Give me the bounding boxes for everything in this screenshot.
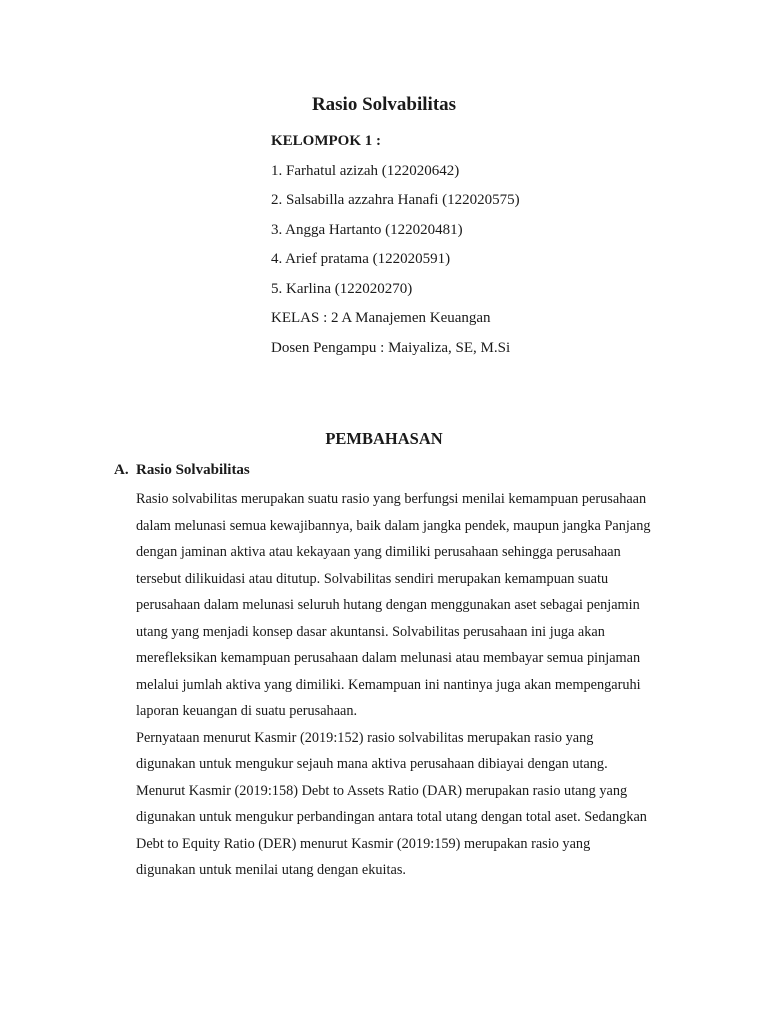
group-heading: KELOMPOK 1 : — [271, 133, 381, 149]
group-member: 3. Angga Hartanto (122020481) — [271, 221, 463, 238]
body-line: merefleksikan kemampuan perusahaan dalam melunasi atau membayar semua pinjaman — [136, 650, 641, 666]
body-line: tersebut dilikuidasi atau ditutup. Solvabilitas sendiri merupakan kemampuan suatu — [136, 570, 609, 587]
body-line: dalam melunasi semua kewajibannya, baik dalam jangka pendek, maupun jangka Panjang — [136, 517, 651, 534]
body-line: Rasio solvabilitas merupakan suatu rasio yang berfungsi menilai kemampuan perusahaan — [136, 491, 647, 507]
body-paragraphs — [136, 486, 684, 884]
body-line: digunakan untuk menilai utang dengan ekuitas. — [136, 862, 406, 878]
body-line: utang yang menjadi konsep dasar akuntansi. Solvabilitas perusahaan ini juga akan — [136, 623, 605, 640]
body-line: Menurut Kasmir (2019:158) Debt to Assets Ratio (DAR) merupakan rasio utang yang — [136, 782, 628, 799]
document-title: Rasio Solvabilitas — [311, 94, 457, 115]
body-line: Debt to Equity Ratio (DER) menurut Kasmir (2019:159) merupakan rasio yang — [136, 835, 591, 852]
lecturer-info: Dosen Pengampu : Maiyaliza, SE, M.Si — [271, 339, 511, 356]
body-line: perusahaan dalam melunasi seluruh hutang dengan menggunakan aset sebagai penjamin — [136, 597, 640, 613]
group-info — [271, 127, 520, 363]
subsection-title: Rasio Solvabilitas — [136, 462, 250, 478]
group-member: 2. Salsabilla azzahra Hanafi (122020575) — [271, 192, 520, 208]
body-line: laporan keuangan di suatu perusahaan. — [136, 703, 358, 719]
group-member: 1. Farhatul azizah (122020642) — [271, 162, 460, 179]
section-title: PEMBAHASAN — [325, 429, 443, 448]
body-line: Pernyataan menurut Kasmir (2019:152) rasio solvabilitas merupakan rasio yang — [136, 729, 594, 746]
subsection-heading — [114, 459, 250, 481]
subsection-marker: A. — [114, 462, 129, 478]
body-line: dengan jaminan aktiva atau kekayaan yang dimiliki perusahaan sehingga perusahaan — [136, 544, 621, 560]
group-member: 4. Arief pratama (122020591) — [271, 251, 451, 267]
group-member: 5. Karlina (122020270) — [271, 280, 413, 297]
body-line: melalui jumlah aktiva yang dimiliki. Kemampuan ini nantinya juga akan mempengaruhi — [136, 676, 641, 693]
class-info: KELAS : 2 A Manajemen Keuangan — [271, 310, 491, 326]
body-line: digunakan untuk mengukur sejauh mana aktiva perusahaan dibiayai dengan utang. — [136, 756, 608, 772]
body-line: digunakan untuk mengukur perbandingan antara total utang dengan total aset. Sedangkan — [136, 809, 647, 825]
